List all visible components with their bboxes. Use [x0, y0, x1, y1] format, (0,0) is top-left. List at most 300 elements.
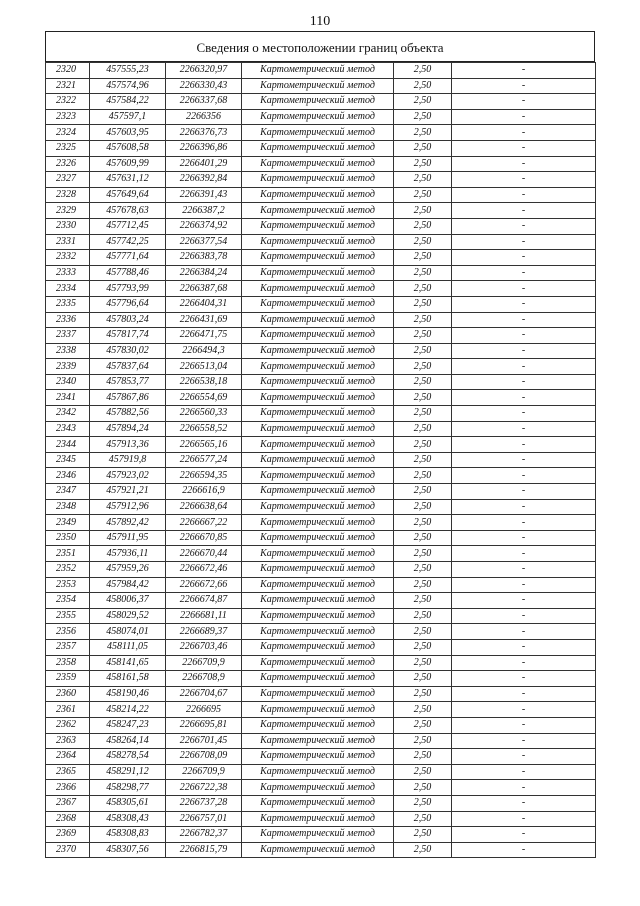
page-number: 110 [309, 14, 331, 29]
coordinate-y-cell: 2266404,31 [166, 296, 242, 312]
coordinate-y-cell: 2266782,37 [166, 827, 242, 843]
coordinate-y-cell: 2266374,92 [166, 218, 242, 234]
method-cell: Картометрический метод [242, 125, 394, 141]
table-row [46, 624, 596, 640]
coordinate-y-cell: 2266594,35 [166, 468, 242, 484]
accuracy-cell: 2,50 [394, 842, 452, 858]
description-cell: - [452, 203, 596, 219]
table-row [46, 328, 596, 344]
description-cell: - [452, 296, 596, 312]
coordinate-x-cell: 457608,58 [90, 140, 166, 156]
coordinate-x-cell: 457803,24 [90, 312, 166, 328]
coordinate-x-cell: 458141,65 [90, 655, 166, 671]
method-cell: Картометрический метод [242, 343, 394, 359]
method-cell: Картометрический метод [242, 312, 394, 328]
coordinate-x-cell: 457936,11 [90, 546, 166, 562]
coordinate-x-cell: 457882,56 [90, 406, 166, 422]
point-number-cell: 2361 [46, 702, 90, 718]
coordinate-y-cell: 2266737,28 [166, 795, 242, 811]
description-cell: - [452, 827, 596, 843]
coordinate-y-cell: 2266709,9 [166, 655, 242, 671]
table-row [46, 608, 596, 624]
description-cell: - [452, 234, 596, 250]
accuracy-cell: 2,50 [394, 125, 452, 141]
description-cell: - [452, 78, 596, 94]
accuracy-cell: 2,50 [394, 468, 452, 484]
description-cell: - [452, 811, 596, 827]
point-number-cell: 2338 [46, 343, 90, 359]
point-number-cell: 2348 [46, 499, 90, 515]
coordinate-x-cell: 457837,64 [90, 359, 166, 375]
coordinate-y-cell: 2266703,46 [166, 639, 242, 655]
accuracy-cell: 2,50 [394, 390, 452, 406]
description-cell: - [452, 187, 596, 203]
point-number-cell: 2346 [46, 468, 90, 484]
coordinate-x-cell: 457584,22 [90, 94, 166, 110]
method-cell: Картометрический метод [242, 499, 394, 515]
accuracy-cell: 2,50 [394, 484, 452, 500]
point-number-cell: 2336 [46, 312, 90, 328]
coordinate-y-cell: 2266708,09 [166, 749, 242, 765]
description-cell: - [452, 359, 596, 375]
coordinate-x-cell: 457631,12 [90, 172, 166, 188]
description-cell: - [452, 530, 596, 546]
table-row [46, 515, 596, 531]
coordinate-x-cell: 457817,74 [90, 328, 166, 344]
point-number-cell: 2353 [46, 577, 90, 593]
coordinate-y-cell: 2266695,81 [166, 717, 242, 733]
accuracy-cell: 2,50 [394, 203, 452, 219]
table-row [46, 577, 596, 593]
description-cell: - [452, 265, 596, 281]
accuracy-cell: 2,50 [394, 265, 452, 281]
point-number-cell: 2366 [46, 780, 90, 796]
coordinate-x-cell: 458278,54 [90, 749, 166, 765]
coordinate-x-cell: 457793,99 [90, 281, 166, 297]
coordinate-y-cell: 2266471,75 [166, 328, 242, 344]
accuracy-cell: 2,50 [394, 109, 452, 125]
table-row [46, 499, 596, 515]
coordinate-x-cell: 457678,63 [90, 203, 166, 219]
method-cell: Картометрический метод [242, 140, 394, 156]
method-cell: Картометрический метод [242, 795, 394, 811]
point-number-cell: 2340 [46, 374, 90, 390]
coordinate-y-cell: 2266377,54 [166, 234, 242, 250]
method-cell: Картометрический метод [242, 187, 394, 203]
coordinate-x-cell: 457574,96 [90, 78, 166, 94]
coordinate-y-cell: 2266672,46 [166, 562, 242, 578]
point-number-cell: 2360 [46, 686, 90, 702]
coordinate-y-cell: 2266695 [166, 702, 242, 718]
description-cell: - [452, 780, 596, 796]
description-cell: - [452, 655, 596, 671]
accuracy-cell: 2,50 [394, 733, 452, 749]
point-number-cell: 2341 [46, 390, 90, 406]
description-cell: - [452, 343, 596, 359]
method-cell: Картометрический метод [242, 250, 394, 266]
table-row [46, 172, 596, 188]
description-cell: - [452, 156, 596, 172]
point-number-cell: 2357 [46, 639, 90, 655]
point-number-cell: 2323 [46, 109, 90, 125]
method-cell: Картометрический метод [242, 639, 394, 655]
coordinate-x-cell: 458214,22 [90, 702, 166, 718]
coordinate-x-cell: 458161,58 [90, 671, 166, 687]
description-cell: - [452, 468, 596, 484]
description-cell: - [452, 795, 596, 811]
accuracy-cell: 2,50 [394, 749, 452, 765]
coordinate-x-cell: 458247,23 [90, 717, 166, 733]
table-row [46, 218, 596, 234]
table-row [46, 468, 596, 484]
method-cell: Картометрический метод [242, 390, 394, 406]
boundary-table-sheet [45, 31, 595, 858]
description-cell: - [452, 577, 596, 593]
coordinate-x-cell: 457894,24 [90, 421, 166, 437]
coordinate-x-cell: 457597,1 [90, 109, 166, 125]
coordinate-y-cell: 2266387,68 [166, 281, 242, 297]
description-cell: - [452, 406, 596, 422]
method-cell: Картометрический метод [242, 468, 394, 484]
accuracy-cell: 2,50 [394, 172, 452, 188]
coordinate-x-cell: 458264,14 [90, 733, 166, 749]
accuracy-cell: 2,50 [394, 577, 452, 593]
point-number-cell: 2344 [46, 437, 90, 453]
coordinate-y-cell: 2266616,9 [166, 484, 242, 500]
method-cell: Картометрический метод [242, 530, 394, 546]
table-row [46, 109, 596, 125]
coordinate-x-cell: 457788,46 [90, 265, 166, 281]
coordinate-x-cell: 457649,64 [90, 187, 166, 203]
coordinate-y-cell: 2266494,3 [166, 343, 242, 359]
point-number-cell: 2330 [46, 218, 90, 234]
method-cell: Картометрический метод [242, 328, 394, 344]
method-cell: Картометрический метод [242, 406, 394, 422]
coordinate-y-cell: 2266670,44 [166, 546, 242, 562]
coordinate-y-cell: 2266701,45 [166, 733, 242, 749]
description-cell: - [452, 702, 596, 718]
accuracy-cell: 2,50 [394, 250, 452, 266]
description-cell: - [452, 686, 596, 702]
accuracy-cell: 2,50 [394, 421, 452, 437]
coordinate-y-cell: 2266722,38 [166, 780, 242, 796]
accuracy-cell: 2,50 [394, 452, 452, 468]
coordinate-y-cell: 2266689,37 [166, 624, 242, 640]
accuracy-cell: 2,50 [394, 780, 452, 796]
point-number-cell: 2362 [46, 717, 90, 733]
coordinate-y-cell: 2266560,33 [166, 406, 242, 422]
method-cell: Картометрический метод [242, 827, 394, 843]
table-row [46, 717, 596, 733]
method-cell: Картометрический метод [242, 593, 394, 609]
accuracy-cell: 2,50 [394, 312, 452, 328]
description-cell: - [452, 312, 596, 328]
coordinate-x-cell: 458029,52 [90, 608, 166, 624]
accuracy-cell: 2,50 [394, 63, 452, 79]
point-number-cell: 2322 [46, 94, 90, 110]
accuracy-cell: 2,50 [394, 140, 452, 156]
coordinate-y-cell: 2266384,24 [166, 265, 242, 281]
coordinate-x-cell: 457919,8 [90, 452, 166, 468]
description-cell: - [452, 281, 596, 297]
accuracy-cell: 2,50 [394, 234, 452, 250]
table-row [46, 593, 596, 609]
table-row [46, 281, 596, 297]
point-number-cell: 2363 [46, 733, 90, 749]
coordinate-y-cell: 2266667,22 [166, 515, 242, 531]
method-cell: Картометрический метод [242, 374, 394, 390]
coordinate-x-cell: 457892,42 [90, 515, 166, 531]
description-cell: - [452, 593, 596, 609]
table-row [46, 359, 596, 375]
method-cell: Картометрический метод [242, 671, 394, 687]
point-number-cell: 2365 [46, 764, 90, 780]
coordinate-y-cell: 2266815,79 [166, 842, 242, 858]
description-cell: - [452, 374, 596, 390]
coordinate-y-cell: 2266401,29 [166, 156, 242, 172]
coordinate-x-cell: 457830,02 [90, 343, 166, 359]
point-number-cell: 2351 [46, 546, 90, 562]
point-number-cell: 2327 [46, 172, 90, 188]
table-row [46, 452, 596, 468]
point-number-cell: 2333 [46, 265, 90, 281]
accuracy-cell: 2,50 [394, 639, 452, 655]
coordinate-x-cell: 457959,26 [90, 562, 166, 578]
method-cell: Картометрический метод [242, 733, 394, 749]
table-row [46, 78, 596, 94]
coordinate-x-cell: 457913,36 [90, 437, 166, 453]
accuracy-cell: 2,50 [394, 296, 452, 312]
method-cell: Картометрический метод [242, 562, 394, 578]
point-number-cell: 2337 [46, 328, 90, 344]
coordinate-y-cell: 2266554,69 [166, 390, 242, 406]
description-cell: - [452, 172, 596, 188]
accuracy-cell: 2,50 [394, 187, 452, 203]
coordinate-x-cell: 457911,95 [90, 530, 166, 546]
table-row [46, 390, 596, 406]
accuracy-cell: 2,50 [394, 593, 452, 609]
table-row [46, 562, 596, 578]
coordinate-y-cell: 2266320,97 [166, 63, 242, 79]
table-row [46, 156, 596, 172]
point-number-cell: 2335 [46, 296, 90, 312]
point-number-cell: 2345 [46, 452, 90, 468]
method-cell: Картометрический метод [242, 78, 394, 94]
point-number-cell: 2324 [46, 125, 90, 141]
method-cell: Картометрический метод [242, 109, 394, 125]
point-number-cell: 2355 [46, 608, 90, 624]
method-cell: Картометрический метод [242, 608, 394, 624]
coordinate-x-cell: 457771,64 [90, 250, 166, 266]
point-number-cell: 2326 [46, 156, 90, 172]
coordinates-table [45, 62, 596, 858]
table-row [46, 811, 596, 827]
method-cell: Картометрический метод [242, 686, 394, 702]
table-row [46, 265, 596, 281]
table-row [46, 437, 596, 453]
coordinate-x-cell: 457796,64 [90, 296, 166, 312]
description-cell: - [452, 639, 596, 655]
description-cell: - [452, 733, 596, 749]
coordinate-y-cell: 2266708,9 [166, 671, 242, 687]
point-number-cell: 2347 [46, 484, 90, 500]
description-cell: - [452, 109, 596, 125]
coordinate-x-cell: 458111,05 [90, 639, 166, 655]
method-cell: Картометрический метод [242, 437, 394, 453]
point-number-cell: 2329 [46, 203, 90, 219]
coordinate-y-cell: 2266356 [166, 109, 242, 125]
coordinate-x-cell: 457742,25 [90, 234, 166, 250]
coordinate-x-cell: 457984,42 [90, 577, 166, 593]
method-cell: Картометрический метод [242, 842, 394, 858]
method-cell: Картометрический метод [242, 94, 394, 110]
table-row [46, 749, 596, 765]
description-cell: - [452, 328, 596, 344]
description-cell: - [452, 218, 596, 234]
method-cell: Картометрический метод [242, 218, 394, 234]
method-cell: Картометрический метод [242, 764, 394, 780]
point-number-cell: 2321 [46, 78, 90, 94]
accuracy-cell: 2,50 [394, 281, 452, 297]
description-cell: - [452, 94, 596, 110]
table-row [46, 827, 596, 843]
accuracy-cell: 2,50 [394, 702, 452, 718]
description-cell: - [452, 671, 596, 687]
coordinate-x-cell: 457603,95 [90, 125, 166, 141]
method-cell: Картометрический метод [242, 811, 394, 827]
description-cell: - [452, 749, 596, 765]
point-number-cell: 2358 [46, 655, 90, 671]
description-cell: - [452, 562, 596, 578]
accuracy-cell: 2,50 [394, 218, 452, 234]
accuracy-cell: 2,50 [394, 437, 452, 453]
coordinate-y-cell: 2266757,01 [166, 811, 242, 827]
accuracy-cell: 2,50 [394, 655, 452, 671]
accuracy-cell: 2,50 [394, 686, 452, 702]
coordinate-y-cell: 2266565,16 [166, 437, 242, 453]
coordinate-y-cell: 2266681,11 [166, 608, 242, 624]
description-cell: - [452, 499, 596, 515]
description-cell: - [452, 717, 596, 733]
coordinate-y-cell: 2266391,43 [166, 187, 242, 203]
point-number-cell: 2331 [46, 234, 90, 250]
coordinate-y-cell: 2266577,24 [166, 452, 242, 468]
coordinates-table-body [46, 63, 596, 858]
point-number-cell: 2342 [46, 406, 90, 422]
table-row [46, 94, 596, 110]
accuracy-cell: 2,50 [394, 328, 452, 344]
coordinate-y-cell: 2266383,78 [166, 250, 242, 266]
coordinate-x-cell: 458308,43 [90, 811, 166, 827]
coordinate-y-cell: 2266392,84 [166, 172, 242, 188]
table-row [46, 655, 596, 671]
accuracy-cell: 2,50 [394, 717, 452, 733]
method-cell: Картометрический метод [242, 296, 394, 312]
accuracy-cell: 2,50 [394, 546, 452, 562]
accuracy-cell: 2,50 [394, 811, 452, 827]
coordinate-x-cell: 458074,01 [90, 624, 166, 640]
table-row [46, 234, 596, 250]
coordinate-x-cell: 458298,77 [90, 780, 166, 796]
point-number-cell: 2370 [46, 842, 90, 858]
accuracy-cell: 2,50 [394, 359, 452, 375]
section-title: Сведения о местоположении границ объекта [45, 31, 595, 62]
accuracy-cell: 2,50 [394, 94, 452, 110]
method-cell: Картометрический метод [242, 421, 394, 437]
accuracy-cell: 2,50 [394, 78, 452, 94]
description-cell: - [452, 624, 596, 640]
table-row [46, 639, 596, 655]
table-row [46, 187, 596, 203]
accuracy-cell: 2,50 [394, 156, 452, 172]
coordinate-x-cell: 457923,02 [90, 468, 166, 484]
point-number-cell: 2354 [46, 593, 90, 609]
description-cell: - [452, 842, 596, 858]
point-number-cell: 2359 [46, 671, 90, 687]
method-cell: Картометрический метод [242, 702, 394, 718]
coordinate-x-cell: 458291,12 [90, 764, 166, 780]
coordinate-y-cell: 2266431,69 [166, 312, 242, 328]
coordinate-y-cell: 2266558,52 [166, 421, 242, 437]
coordinate-x-cell: 458006,37 [90, 593, 166, 609]
description-cell: - [452, 250, 596, 266]
point-number-cell: 2339 [46, 359, 90, 375]
point-number-cell: 2368 [46, 811, 90, 827]
method-cell: Картометрический метод [242, 655, 394, 671]
method-cell: Картометрический метод [242, 484, 394, 500]
coordinate-y-cell: 2266513,04 [166, 359, 242, 375]
coordinate-x-cell: 457912,96 [90, 499, 166, 515]
table-row [46, 140, 596, 156]
accuracy-cell: 2,50 [394, 764, 452, 780]
method-cell: Картометрический метод [242, 577, 394, 593]
coordinate-y-cell: 2266387,2 [166, 203, 242, 219]
accuracy-cell: 2,50 [394, 530, 452, 546]
accuracy-cell: 2,50 [394, 671, 452, 687]
description-cell: - [452, 484, 596, 500]
point-number-cell: 2334 [46, 281, 90, 297]
description-cell: - [452, 390, 596, 406]
table-row [46, 484, 596, 500]
accuracy-cell: 2,50 [394, 608, 452, 624]
table-row [46, 63, 596, 79]
coordinate-y-cell: 2266396,86 [166, 140, 242, 156]
coordinate-y-cell: 2266330,43 [166, 78, 242, 94]
method-cell: Картометрический метод [242, 156, 394, 172]
description-cell: - [452, 515, 596, 531]
coordinate-y-cell: 2266672,66 [166, 577, 242, 593]
point-number-cell: 2328 [46, 187, 90, 203]
coordinate-x-cell: 457609,99 [90, 156, 166, 172]
point-number-cell: 2369 [46, 827, 90, 843]
coordinate-y-cell: 2266638,64 [166, 499, 242, 515]
coordinate-x-cell: 457921,21 [90, 484, 166, 500]
method-cell: Картометрический метод [242, 546, 394, 562]
description-cell: - [452, 608, 596, 624]
coordinate-y-cell: 2266709,9 [166, 764, 242, 780]
table-row [46, 686, 596, 702]
coordinate-y-cell: 2266376,73 [166, 125, 242, 141]
table-row [46, 530, 596, 546]
table-row [46, 764, 596, 780]
table-row [46, 780, 596, 796]
coordinate-x-cell: 458307,56 [90, 842, 166, 858]
point-number-cell: 2343 [46, 421, 90, 437]
accuracy-cell: 2,50 [394, 499, 452, 515]
point-number-cell: 2364 [46, 749, 90, 765]
coordinate-x-cell: 458308,83 [90, 827, 166, 843]
coordinate-y-cell: 2266704,67 [166, 686, 242, 702]
